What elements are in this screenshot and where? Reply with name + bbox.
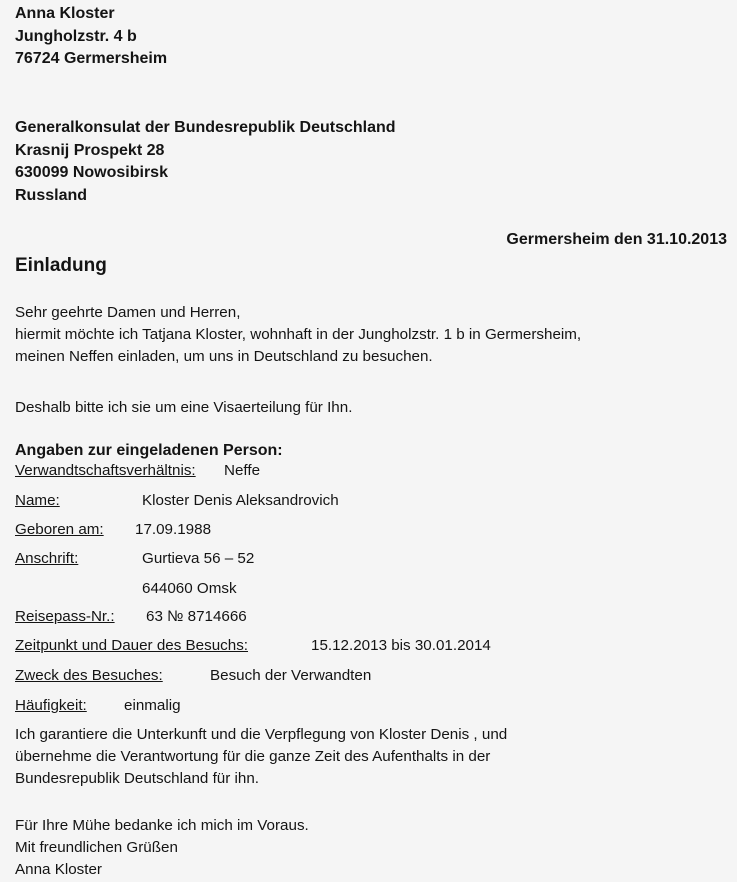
sender-address [15,3,167,71]
closing-signature: Anna Kloster [15,861,102,878]
intro-line-1: Sehr geehrte Damen und Herren, [15,304,241,321]
letter-title: Einladung [15,255,107,276]
name-value: Kloster Denis Aleksandrovich [142,492,339,509]
passport-value: 63 № 8714666 [146,608,247,625]
passport-row [15,607,247,627]
intro-line-3: meinen Neffen einladen, um uns in Deutschland zu besuchen. [15,348,433,365]
sender-name: Anna Kloster [15,5,115,22]
recipient-address [15,117,396,207]
guarantee-line-2: übernehme die Verantwortung für die ganze Zeit des Aufenthalts in der [15,748,491,765]
address-row [15,549,255,569]
period-label: Zeitpunkt und Dauer des Besuchs: [15,637,249,654]
born-row [15,520,212,540]
frequency-label: Häufigkeit: [15,697,87,714]
passport-label: Reisepass-Nr.: [15,608,115,625]
guarantee-line-3: Bundesrepublik Deutschland für ihn. [15,770,259,787]
address-line-2: 644060 Omsk [142,580,237,597]
closing-paragraph [15,815,309,881]
purpose-row [15,666,372,686]
recipient-city: 630099 Nowosibirsk [15,164,168,181]
address-line-1: Gurtieva 56 – 52 [142,550,255,567]
born-value: 17.09.1988 [135,521,212,538]
recipient-name: Generalkonsulat der Bundesrepublik Deutschland [15,119,396,136]
purpose-label: Zweck des Besuches: [15,667,163,684]
recipient-street: Krasnij Prospekt 28 [15,141,165,159]
frequency-value: einmalig [124,697,181,714]
purpose-value: Besuch der Verwandten [210,667,372,684]
closing-line-2: Mit freundlichen Grüßen [15,839,178,856]
period-row [15,636,491,656]
recipient-country: Russland [15,186,88,204]
born-label: Geboren am: [15,521,104,538]
intro-paragraph [15,302,581,368]
name-label: Name: [15,492,60,509]
details-heading: Angaben zur eingeladenen Person: [15,442,283,459]
name-row [15,491,339,511]
closing-line-1: Für Ihre Mühe bedanke ich mich im Voraus. [15,817,309,834]
frequency-row [15,696,181,716]
sender-street: Jungholzstr. 4 b [15,27,137,45]
intro-line-2: hiermit möchte ich Tatjana Kloster, wohnhaft in der Jungholzstr. 1 b in Germersheim, [15,326,582,343]
sender-city: 76724 Germersheim [15,50,168,67]
request-paragraph: Deshalb bitte ich sie um eine Visaerteilung für Ihn. [15,399,353,416]
guarantee-paragraph [15,724,507,790]
date-line: Germersheim den 31.10.2013 [506,231,727,248]
relation-label: Verwandtschaftsverhältnis: [15,462,196,479]
guarantee-line-1: Ich garantiere die Unterkunft und die Verpflegung von Kloster Denis , und [15,726,508,743]
relation-value: Neffe [224,462,261,479]
period-value: 15.12.2013 bis 30.01.2014 [311,637,491,654]
relation-row [15,461,261,481]
address-label: Anschrift: [15,550,79,567]
